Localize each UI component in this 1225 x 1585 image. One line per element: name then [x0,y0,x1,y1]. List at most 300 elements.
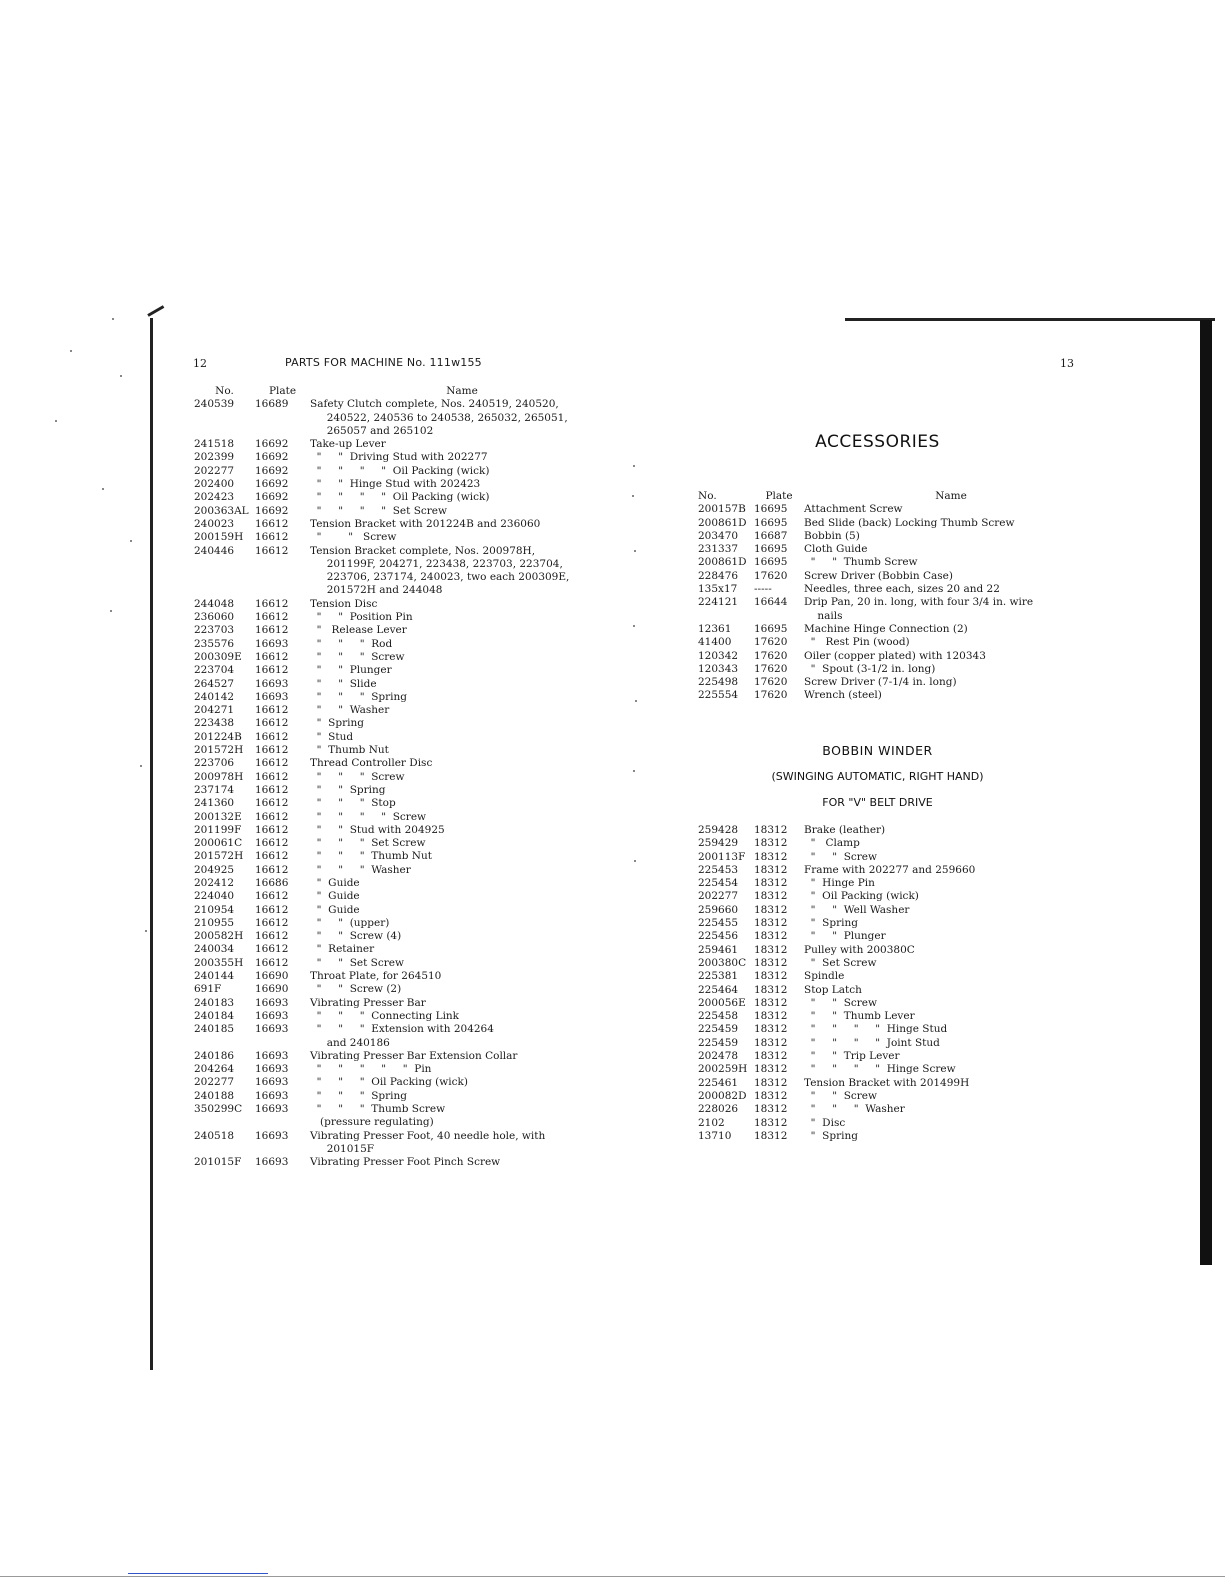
plate-number: 17620 [754,676,788,689]
part-number: 120343 [698,662,739,675]
part-number: 224040 [194,890,235,903]
table-row [698,997,1098,1010]
part-name: " " Stud with 204925 [310,823,445,836]
plate-number: 16612 [255,744,289,757]
bobbin-winder-title: BOBBIN WINDER [822,743,933,758]
table-row [698,837,1098,850]
part-number: 12361 [698,622,732,635]
plate-number: 16612 [255,757,289,770]
plate-number: 18312 [754,1076,788,1089]
part-name: " " " Thumb Screw [310,1103,446,1116]
part-name: " Spring [804,1129,858,1142]
table-row [698,851,1098,864]
part-number: 200861D [698,516,747,529]
part-number: 225453 [698,863,739,876]
plate-number [255,558,310,571]
table-row [194,943,614,956]
table-row [698,676,1098,689]
part-number: 202277 [194,464,235,477]
part-number: 259429 [698,837,739,850]
part-number [194,1143,255,1156]
plate-number: 16695 [754,556,788,569]
part-name: Vibrating Presser Bar Extension Collar [310,1049,518,1062]
part-number: 350299C [194,1103,243,1116]
part-number: 223703 [194,624,235,637]
part-name: " " " Connecting Link [310,1009,460,1022]
plate-number: 18312 [754,930,788,943]
part-number: 225464 [698,983,739,996]
plate-number: 16693 [255,1089,289,1102]
table-row [194,997,614,1010]
plate-number: 18312 [754,1050,788,1063]
part-number: 135x17 [698,583,738,596]
plate-number: 16693 [255,1129,289,1142]
table-row [194,784,614,797]
table-row [194,1023,614,1036]
part-name: Drip Pan, 20 in. long, with four 3/4 in. wire [804,596,1034,609]
plate-number: 16693 [255,1009,289,1022]
bobbin-winder-rows [698,824,1098,1143]
part-number: 259461 [698,943,739,956]
plate-number: 16612 [255,664,289,677]
part-name: Tension Bracket with 201499H [804,1076,970,1089]
part-name: Thread Controller Disc [310,757,433,770]
part-name: " " Thumb Screw [804,556,918,569]
plate-number: 16612 [255,531,289,544]
table-row [698,583,1098,596]
table-row [194,598,614,611]
part-name: " " " Extension with 204264 [310,1023,494,1036]
plate-number [255,1037,310,1050]
plate-number: 16692 [255,438,289,451]
page-title: PARTS FOR MACHINE No. 111w155 [285,356,482,369]
table-row [194,531,614,544]
part-number: 240023 [194,517,235,530]
table-row [194,917,614,930]
part-number: 225554 [698,689,739,702]
table-row [194,412,614,425]
part-name: Tension Bracket with 201224B and 236060 [310,517,541,530]
part-number: 202400 [194,478,235,491]
plate-number: ----- [754,583,772,596]
col-header-plate: Plate [765,490,793,502]
part-name: " " " Washer [804,1103,905,1116]
part-name: " " Well Washer [804,903,910,916]
part-name: Tension Disc [310,597,378,610]
part-name: " " " Thumb Nut [310,850,432,863]
table-row [698,689,1098,702]
part-number [194,558,255,571]
part-number: 202277 [698,890,739,903]
part-name: " " Position Pin [310,611,413,624]
right-page-number: 13 [1060,357,1074,370]
table-row [698,503,1098,516]
plate-number: 16612 [255,956,289,969]
part-name: Spindle [804,970,845,983]
plate-number: 18312 [754,1129,788,1142]
table-row [194,571,614,584]
table-row [194,438,614,451]
table-row [698,1037,1098,1050]
table-row [194,1010,614,1023]
part-number: 240142 [194,690,235,703]
col-header-plate: Plate [268,385,297,397]
plate-number: 16692 [255,464,289,477]
scan-bottom-edge [0,1576,1225,1577]
part-name: Vibrating Presser Foot Pinch Screw [310,1156,501,1169]
bobbin-winder-subtitle: (SWINGING AUTOMATIC, RIGHT HAND) [771,770,984,783]
part-number: 225458 [698,1010,739,1023]
scan-link-underline [128,1573,268,1574]
table-row [698,610,1098,623]
part-number: 200978H [194,770,244,783]
plate-number: 16692 [255,504,289,517]
table-row [698,517,1098,530]
part-number [194,584,255,597]
part-number: 201015F [194,1156,242,1169]
table-row [194,1103,614,1116]
part-name: " " " Screw [310,650,405,663]
table-row [194,451,614,464]
part-number: 202399 [194,451,235,464]
table-row [194,983,614,996]
part-number [194,425,255,438]
part-number [194,412,255,425]
part-name: " " " Screw [310,770,405,783]
part-name: " " " Spring [310,1089,407,1102]
part-name: " " Slide [310,677,377,690]
table-row [698,623,1098,636]
table-row [698,1010,1098,1023]
part-number: 235576 [194,637,235,650]
table-row [698,1023,1098,1036]
part-number: 240185 [194,1023,235,1036]
part-number: 240518 [194,1129,235,1142]
table-row [194,518,614,531]
part-name: " " Thumb Lever [804,1010,915,1023]
part-number: 201572H [194,744,244,757]
plate-number [255,425,310,438]
part-name: " " Plunger [804,930,886,943]
table-row [698,570,1098,583]
part-name: " " " Rod [310,637,393,650]
table-row [194,584,614,597]
table-row [194,704,614,717]
plate-number: 16612 [255,717,289,730]
table-row [698,1103,1098,1116]
col-header-no: No. [215,385,234,397]
table-row [194,651,614,664]
part-number: 691F [194,983,222,996]
part-name: " Retainer [310,943,375,956]
table-row [194,744,614,757]
part-number: 225455 [698,917,739,930]
table-row [194,957,614,970]
plate-number: 16695 [754,543,788,556]
table-row [194,757,614,770]
part-number: 200082D [698,1089,747,1102]
parts-list-header [194,385,614,398]
part-number: 200159H [194,531,244,544]
plate-number: 16693 [255,1156,289,1169]
col-header-no: No. [698,490,717,502]
part-number: 240144 [194,970,235,983]
part-number [194,571,255,584]
table-row [194,864,614,877]
plate-number: 18312 [754,850,788,863]
part-number: 202412 [194,876,235,889]
plate-number: 16612 [255,863,289,876]
part-name: Pulley with 200380C [804,943,915,956]
plate-number: 16612 [255,597,289,610]
part-number: 202478 [698,1050,739,1063]
table-row [698,877,1098,890]
part-number: 41400 [698,636,732,649]
plate-number: 18312 [754,1063,788,1076]
part-name: " " " " Oil Packing (wick) [310,491,490,504]
plate-number: 18312 [754,956,788,969]
part-number: 237174 [194,783,235,796]
plate-number: 16612 [255,943,289,956]
plate-number: 16693 [255,677,289,690]
plate-number: 16693 [255,637,289,650]
part-name: " Guide [310,890,360,903]
col-header-name: Name [446,385,478,397]
table-row [698,930,1098,943]
plate-number: 16693 [255,1103,289,1116]
part-name: " Rest Pin (wood) [804,636,910,649]
table-row [698,864,1098,877]
plate-number: 16612 [255,837,289,850]
part-number: 264527 [194,677,235,690]
plate-number: 16612 [255,850,289,863]
plate-number: 16693 [255,690,289,703]
plate-number: 18312 [754,1103,788,1116]
table-row [194,970,614,983]
part-name: " " Plunger [310,664,392,677]
part-number [698,610,754,623]
col-header-name: Name [935,490,967,502]
plate-number: 16689 [255,398,289,411]
plate-number: 16695 [754,622,788,635]
part-name: 201199F, 204271, 223438, 223703, 223704, [310,557,563,570]
part-name: nails [804,609,843,622]
plate-number: 16612 [255,517,289,530]
plate-number: 16612 [255,916,289,929]
part-number: 200259H [698,1063,748,1076]
part-number: 240539 [194,398,235,411]
part-name: Attachment Screw [804,503,903,516]
table-row [698,957,1098,970]
plate-number: 16612 [255,650,289,663]
plate-number: 18312 [754,996,788,1009]
plate-number: 16687 [754,529,788,542]
table-row [194,1063,614,1076]
part-name: " " " " Hinge Stud [804,1023,948,1036]
part-name: Throat Plate, for 264510 [310,970,442,983]
table-row [194,611,614,624]
plate-number: 18312 [754,1116,788,1129]
left-page-number: 12 [193,357,207,370]
part-number: 202277 [194,1076,235,1089]
table-row [194,850,614,863]
part-number: 240183 [194,996,235,1009]
plate-number: 18312 [754,1036,788,1049]
plate-number: 18312 [754,863,788,876]
table-row [194,1090,614,1103]
plate-number [255,571,310,584]
part-number: 200309E [194,650,242,663]
plate-number: 18312 [754,917,788,930]
plate-number: 16695 [754,503,788,516]
part-name: " " Washer [310,704,390,717]
part-number: 210955 [194,916,235,929]
part-number: 225381 [698,970,739,983]
part-number: 200582H [194,930,244,943]
part-number: 201224B [194,730,242,743]
table-row [698,650,1098,663]
part-number: 228476 [698,569,739,582]
table-row [194,771,614,784]
part-number: 240188 [194,1089,235,1102]
part-name: " " Driving Stud with 202277 [310,451,488,464]
plate-number: 16693 [255,1023,289,1036]
part-number: 241518 [194,438,235,451]
part-name: " Guide [310,876,360,889]
part-name: Bobbin (5) [804,529,860,542]
part-number: 210954 [194,903,235,916]
table-row [194,837,614,850]
plate-number: 16612 [255,544,289,557]
plate-number: 18312 [754,824,788,836]
part-number: 240184 [194,1009,235,1022]
accessories-header [698,490,1098,503]
part-number [194,1116,255,1129]
bobbin-winder-list [698,824,1098,1143]
part-number: 236060 [194,611,235,624]
plate-number: 16612 [255,823,289,836]
part-name: Bed Slide (back) Locking Thumb Screw [804,516,1015,529]
part-name: Machine Hinge Connection (2) [804,622,968,635]
part-number: 223706 [194,757,235,770]
plate-number [255,1116,310,1129]
part-name: " " " " " Pin [310,1063,432,1076]
plate-number: 16692 [255,491,289,504]
parts-list-rows [194,398,614,1169]
table-row [194,624,614,637]
table-row [194,1130,614,1143]
plate-number: 16612 [255,704,289,717]
part-number: 200861D [698,556,747,569]
part-name: " " " " Set Screw [310,504,447,517]
part-name: 201015F [310,1142,375,1155]
part-name: " " Screw [310,531,397,544]
plate-number: 18312 [754,970,788,983]
plate-number: 16612 [255,730,289,743]
plate-number: 16612 [255,611,289,624]
part-number: 2102 [698,1116,725,1129]
part-number: 223704 [194,664,235,677]
part-number: 200113F [698,850,746,863]
part-name: " " " " Oil Packing (wick) [310,464,490,477]
plate-number [754,610,804,623]
part-name: " Stud [310,730,354,743]
part-number: 204264 [194,1063,235,1076]
part-name: Screw Driver (7-1/4 in. long) [804,676,957,689]
part-number: 225456 [698,930,739,943]
part-number: 240034 [194,943,235,956]
part-name: Safety Clutch complete, Nos. 240519, 240520, [310,398,559,411]
table-row [194,930,614,943]
table-row [194,877,614,890]
part-name: " " Trip Lever [804,1050,900,1063]
part-number: 201199F [194,823,242,836]
table-row [194,664,614,677]
scan-noise-gutter [630,460,644,880]
table-row [698,904,1098,917]
plate-number: 18312 [754,903,788,916]
table-row [194,1050,614,1063]
part-name: Stop Latch [804,983,862,996]
plate-number: 18312 [754,1023,788,1036]
table-row [194,398,614,411]
plate-number: 16693 [255,1049,289,1062]
table-row [194,638,614,651]
table-row [698,1063,1098,1076]
part-name: Cloth Guide [804,543,868,556]
table-row [698,1050,1098,1063]
part-name: (pressure regulating) [310,1116,434,1129]
part-name: 240522, 240536 to 240538, 265032, 265051, [310,411,568,424]
part-number: 200061C [194,837,243,850]
part-number: 225459 [698,1023,739,1036]
plate-number: 18312 [754,890,788,903]
table-row [194,1143,614,1156]
part-name: Wrench (steel) [804,689,882,702]
table-row [194,491,614,504]
part-name: Take-up Lever [310,438,386,451]
plate-number: 16612 [255,770,289,783]
part-number: 200380C [698,956,747,969]
part-name: " " Hinge Stud with 202423 [310,478,481,491]
plate-number: 17620 [754,689,788,702]
scan-noise-left [40,310,160,950]
part-name: Needles, three each, sizes 20 and 22 [804,583,1000,596]
part-name: " Spring [310,717,364,730]
part-number: 240446 [194,544,235,557]
plate-number: 16693 [255,996,289,1009]
part-number: 224121 [698,596,739,609]
part-number: 204271 [194,704,235,717]
part-number: 244048 [194,597,235,610]
plate-number: 18312 [754,877,788,890]
accessories-title: ACCESSORIES [815,432,940,452]
plate-number: 17620 [754,662,788,675]
part-number: 225454 [698,877,739,890]
plate-number: 16686 [255,876,289,889]
part-name: " Disc [804,1116,846,1129]
table-row [194,797,614,810]
part-number: 223438 [194,717,235,730]
table-row [194,1076,614,1089]
table-row [698,917,1098,930]
table-row [698,824,1098,837]
plate-number [255,584,310,597]
part-name: Screw Driver (Bobbin Case) [804,569,953,582]
plate-number: 16644 [754,596,788,609]
part-number: 228026 [698,1103,739,1116]
part-number: 200355H [194,956,244,969]
